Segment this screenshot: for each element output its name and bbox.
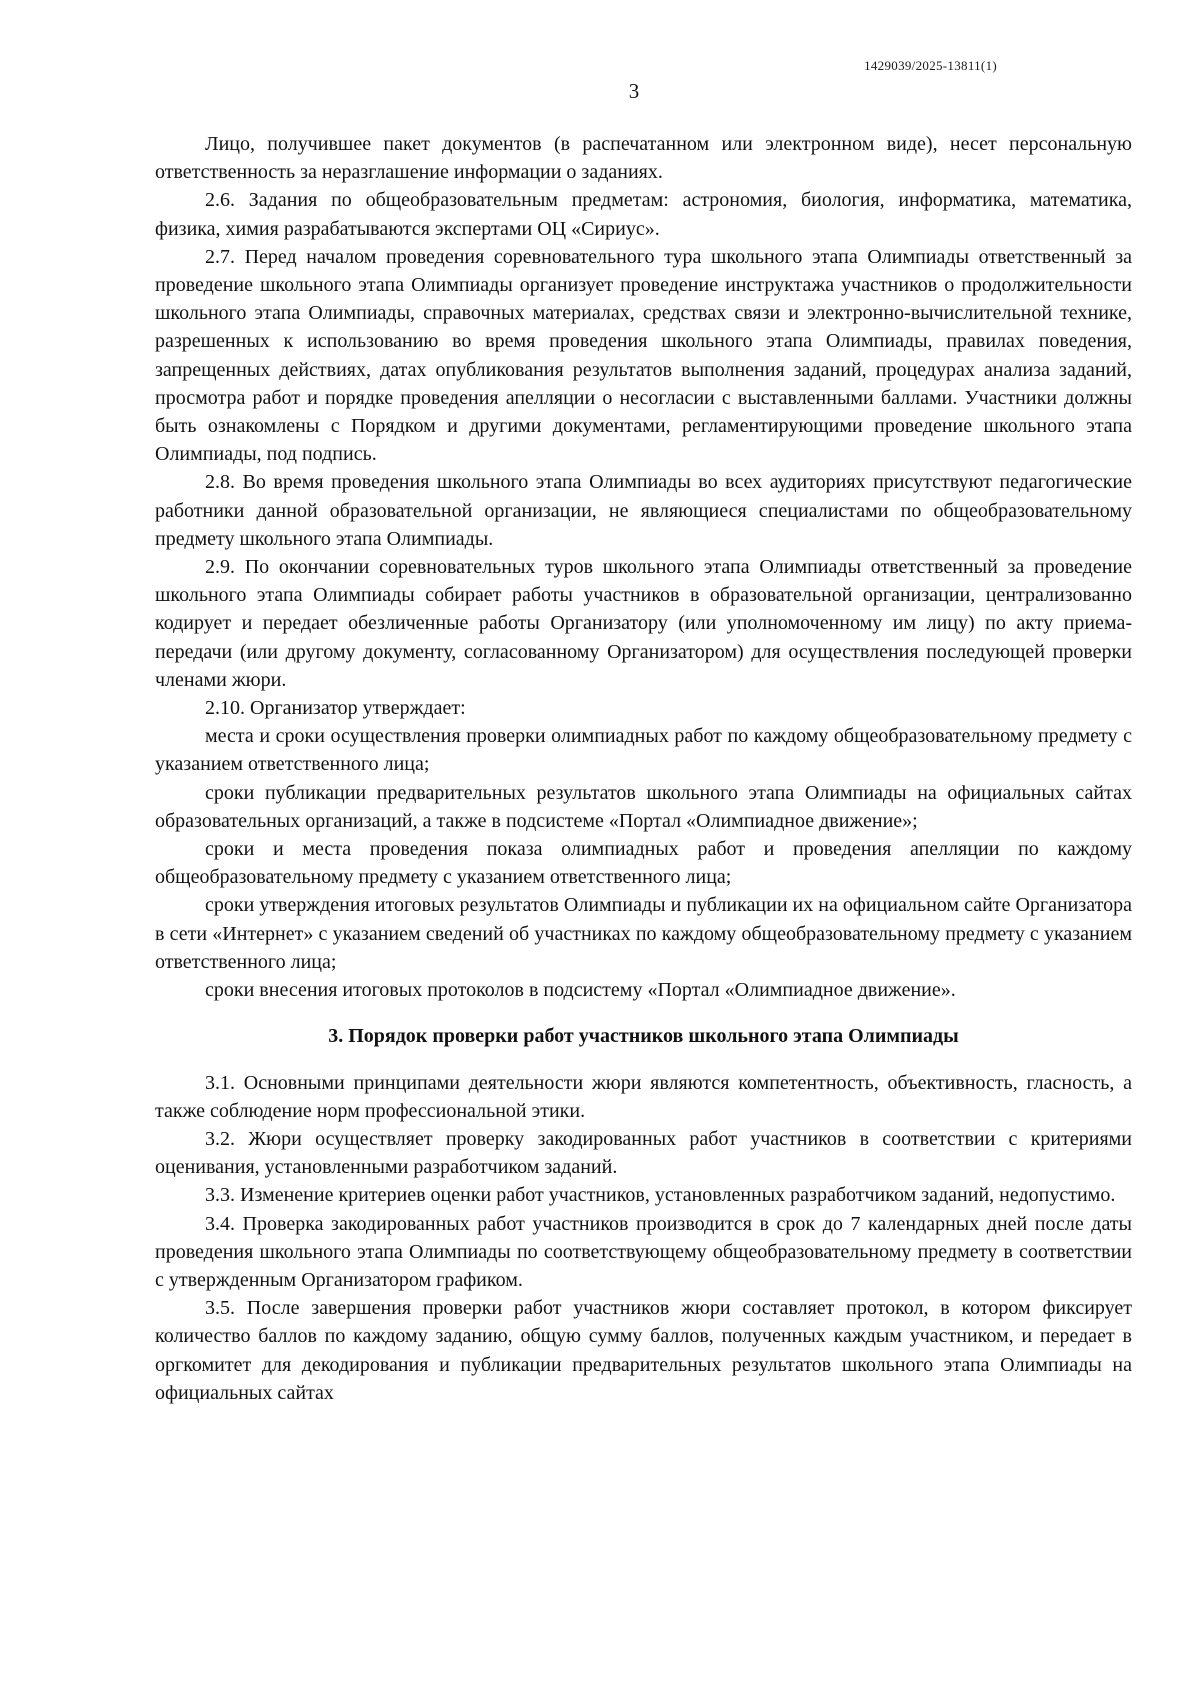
paragraph: 3.5. После завершения проверки работ участников жюри составляет протокол, в котором фиксирует количество баллов по каждому заданию, общую сумму баллов, полученных каждым участником, и передает в оргкомитет для декодирования и публикации предварительных результатов школьного этапа Олимпиады на официальных сайтах bbox=[155, 1297, 1132, 1404]
paragraph: сроки публикации предварительных результатов школьного этапа Олимпиады на официальных сайтах образовательных организаций, а также в подсистеме «Портал «Олимпиадное движение»; bbox=[155, 781, 1132, 832]
paragraph: 2.9. По окончании соревновательных туров школьного этапа Олимпиады ответственный за проведение школьного этапа Олимпиады собирает работы участников в образовательной организации, централизованно кодирует и передает обезличенные работы Организатору (или уполномоченному им лицу) по акту приема-передачи (или другому документу, согласованному Организатором) для осуществления последующей проверки членами жюри. bbox=[155, 556, 1132, 691]
paragraph: сроки утверждения итоговых результатов Олимпиады и публикации их на официальном сайте Организатора в сети «Интернет» с указанием сведений об участниках по каждому общеобразовательному предмету с указанием ответственного лица; bbox=[155, 894, 1132, 973]
page-number: 3 bbox=[628, 79, 640, 103]
paragraph: сроки и места проведения показа олимпиадных работ и проведения апелляции по каждому общеобразовательному предмету с указанием ответственного лица; bbox=[155, 838, 1132, 889]
document-body bbox=[155, 130, 1132, 1407]
paragraph: 2.7. Перед началом проведения соревновательного тура школьного этапа Олимпиады ответственный за проведение школьного этапа Олимпиады организует проведение инструктажа участников о продолжительности школьного этапа Олимпиады, справочных материалах, средствах связи и электронно-вычислительной технике, разрешенных к использованию во время проведения школьного этапа Олимпиады, правилах поведения, запрещенных действиях, датах опубликования результатов выполнения заданий, процедурах анализа заданий, просмотра работ и порядке проведения апелляции о несогласии с выставленными баллами. Участники должны быть ознакомлены с Порядком и другими документами, регламентирующими проведение школьного этапа Олимпиады, под подпись. bbox=[155, 245, 1132, 466]
document-id: 1429039/2025-13811(1) bbox=[864, 58, 997, 73]
paragraph: места и сроки осуществления проверки олимпиадных работ по каждому общеобразовательному предмету с указанием ответственного лица; bbox=[155, 725, 1132, 776]
paragraph: сроки внесения итоговых протоколов в подсистему «Портал «Олимпиадное движение». bbox=[205, 979, 956, 1002]
section-heading: 3. Порядок проверки работ участников школьного этапа Олимпиады bbox=[328, 1025, 959, 1048]
paragraph: 3.4. Проверка закодированных работ участников производится в срок до 7 календарных дней после даты проведения школьного этапа Олимпиады по соответствующему общеобразовательному предмету в соответствии с утвержденным Организатором графиком. bbox=[155, 1212, 1132, 1291]
paragraph: 3.3. Изменение критериев оценки работ участников, установленных разработчиком заданий, недопустимо. bbox=[205, 1184, 1116, 1207]
paragraph: 3.2. Жюри осуществляет проверку закодированных работ участников в соответствии с критериями оценивания, установленными разработчиком заданий. bbox=[155, 1127, 1132, 1179]
paragraph: 2.6. Задания по общеобразовательным предметам: астрономия, биология, информатика, математика, физика, химия разрабатываются экспертами ОЦ «Сириус». bbox=[155, 189, 1132, 240]
paragraph: 2.8. Во время проведения школьного этапа Олимпиады во всех аудиториях присутствуют педагогические работники данной образовательной организации, не являющиеся специалистами по общеобразовательному предмету школьного этапа Олимпиады. bbox=[155, 471, 1132, 550]
paragraph: 3.1. Основными принципами деятельности жюри являются компетентность, объективность, гласность, а также соблюдение норм профессиональной этики. bbox=[155, 1071, 1132, 1122]
paragraph: Лицо, получившее пакет документов (в распечатанном или электронном виде), несет персональную ответственность за неразглашение информации о заданиях. bbox=[155, 133, 1132, 184]
paragraph: 2.10. Организатор утверждает: bbox=[205, 697, 466, 720]
